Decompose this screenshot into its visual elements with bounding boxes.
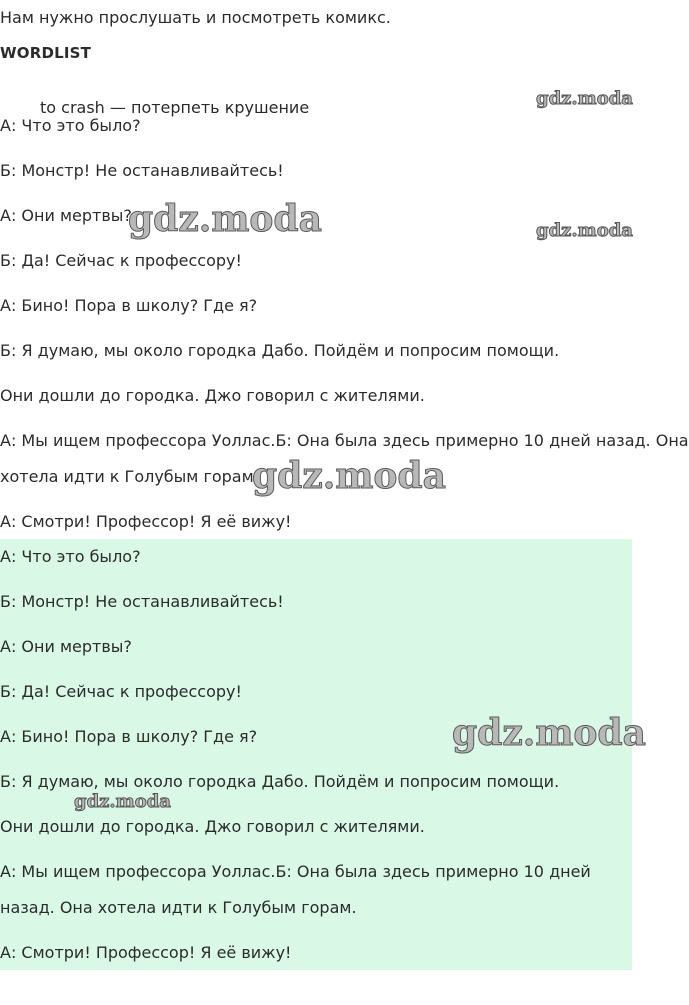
watermark-logo: gdz.moda xyxy=(252,455,446,497)
dialogue-line: А: Они мертвы? xyxy=(0,637,132,656)
dialogue-line: А: Что это было? xyxy=(0,116,141,135)
dialogue-line: А: Смотри! Профессор! Я её вижу! xyxy=(0,512,292,531)
watermark-logo: gdz.moda xyxy=(128,198,322,240)
watermark-logo: gdz.moda xyxy=(452,712,646,754)
watermark-logo: gdz.moda xyxy=(536,88,633,109)
wordlist-entry-clipped: to crash — потерпеть крушение xyxy=(40,98,310,117)
wordlist-heading: WORDLIST xyxy=(0,44,92,62)
dialogue-line: А: Мы ищем профессора Уоллас.Б: Она была здесь примерно 10 дней xyxy=(0,862,591,881)
dialogue-line: А: Бино! Пора в школу? Где я? xyxy=(0,727,258,746)
dialogue-line: А: Бино! Пора в школу? Где я? xyxy=(0,296,258,315)
dialogue-line: хотела идти к Голубым горам. xyxy=(0,467,259,486)
dialogue-line: Б: Я думаю, мы около городка Дабо. Пойдём и попросим помощи. xyxy=(0,772,560,791)
watermark-logo: gdz.moda xyxy=(74,791,171,812)
watermark-logo: gdz.moda xyxy=(536,220,633,241)
dialogue-line: Они дошли до городка. Джо говорил с жителями. xyxy=(0,386,425,405)
dialogue-line: Б: Я думаю, мы около городка Дабо. Пойдём и попросим помощи. xyxy=(0,341,560,360)
dialogue-line: А: Мы ищем профессора Уоллас.Б: Она была здесь примерно 10 дней назад. Она xyxy=(0,431,689,450)
dialogue-line: назад. Она хотела идти к Голубым горам. xyxy=(0,898,357,917)
dialogue-line: Б: Да! Сейчас к профессору! xyxy=(0,682,242,701)
dialogue-line: А: Смотри! Профессор! Я её вижу! xyxy=(0,943,292,962)
dialogue-line: Они дошли до городка. Джо говорил с жителями. xyxy=(0,817,425,836)
intro-text: Нам нужно прослушать и посмотреть комикс. xyxy=(0,8,391,27)
dialogue-line: Б: Монстр! Не останавливайтесь! xyxy=(0,592,284,611)
dialogue-line: Б: Монстр! Не останавливайтесь! xyxy=(0,161,284,180)
dialogue-line: Б: Да! Сейчас к профессору! xyxy=(0,251,242,270)
dialogue-line: А: Они мертвы? xyxy=(0,206,132,225)
dialogue-line: А: Что это было? xyxy=(0,547,141,566)
